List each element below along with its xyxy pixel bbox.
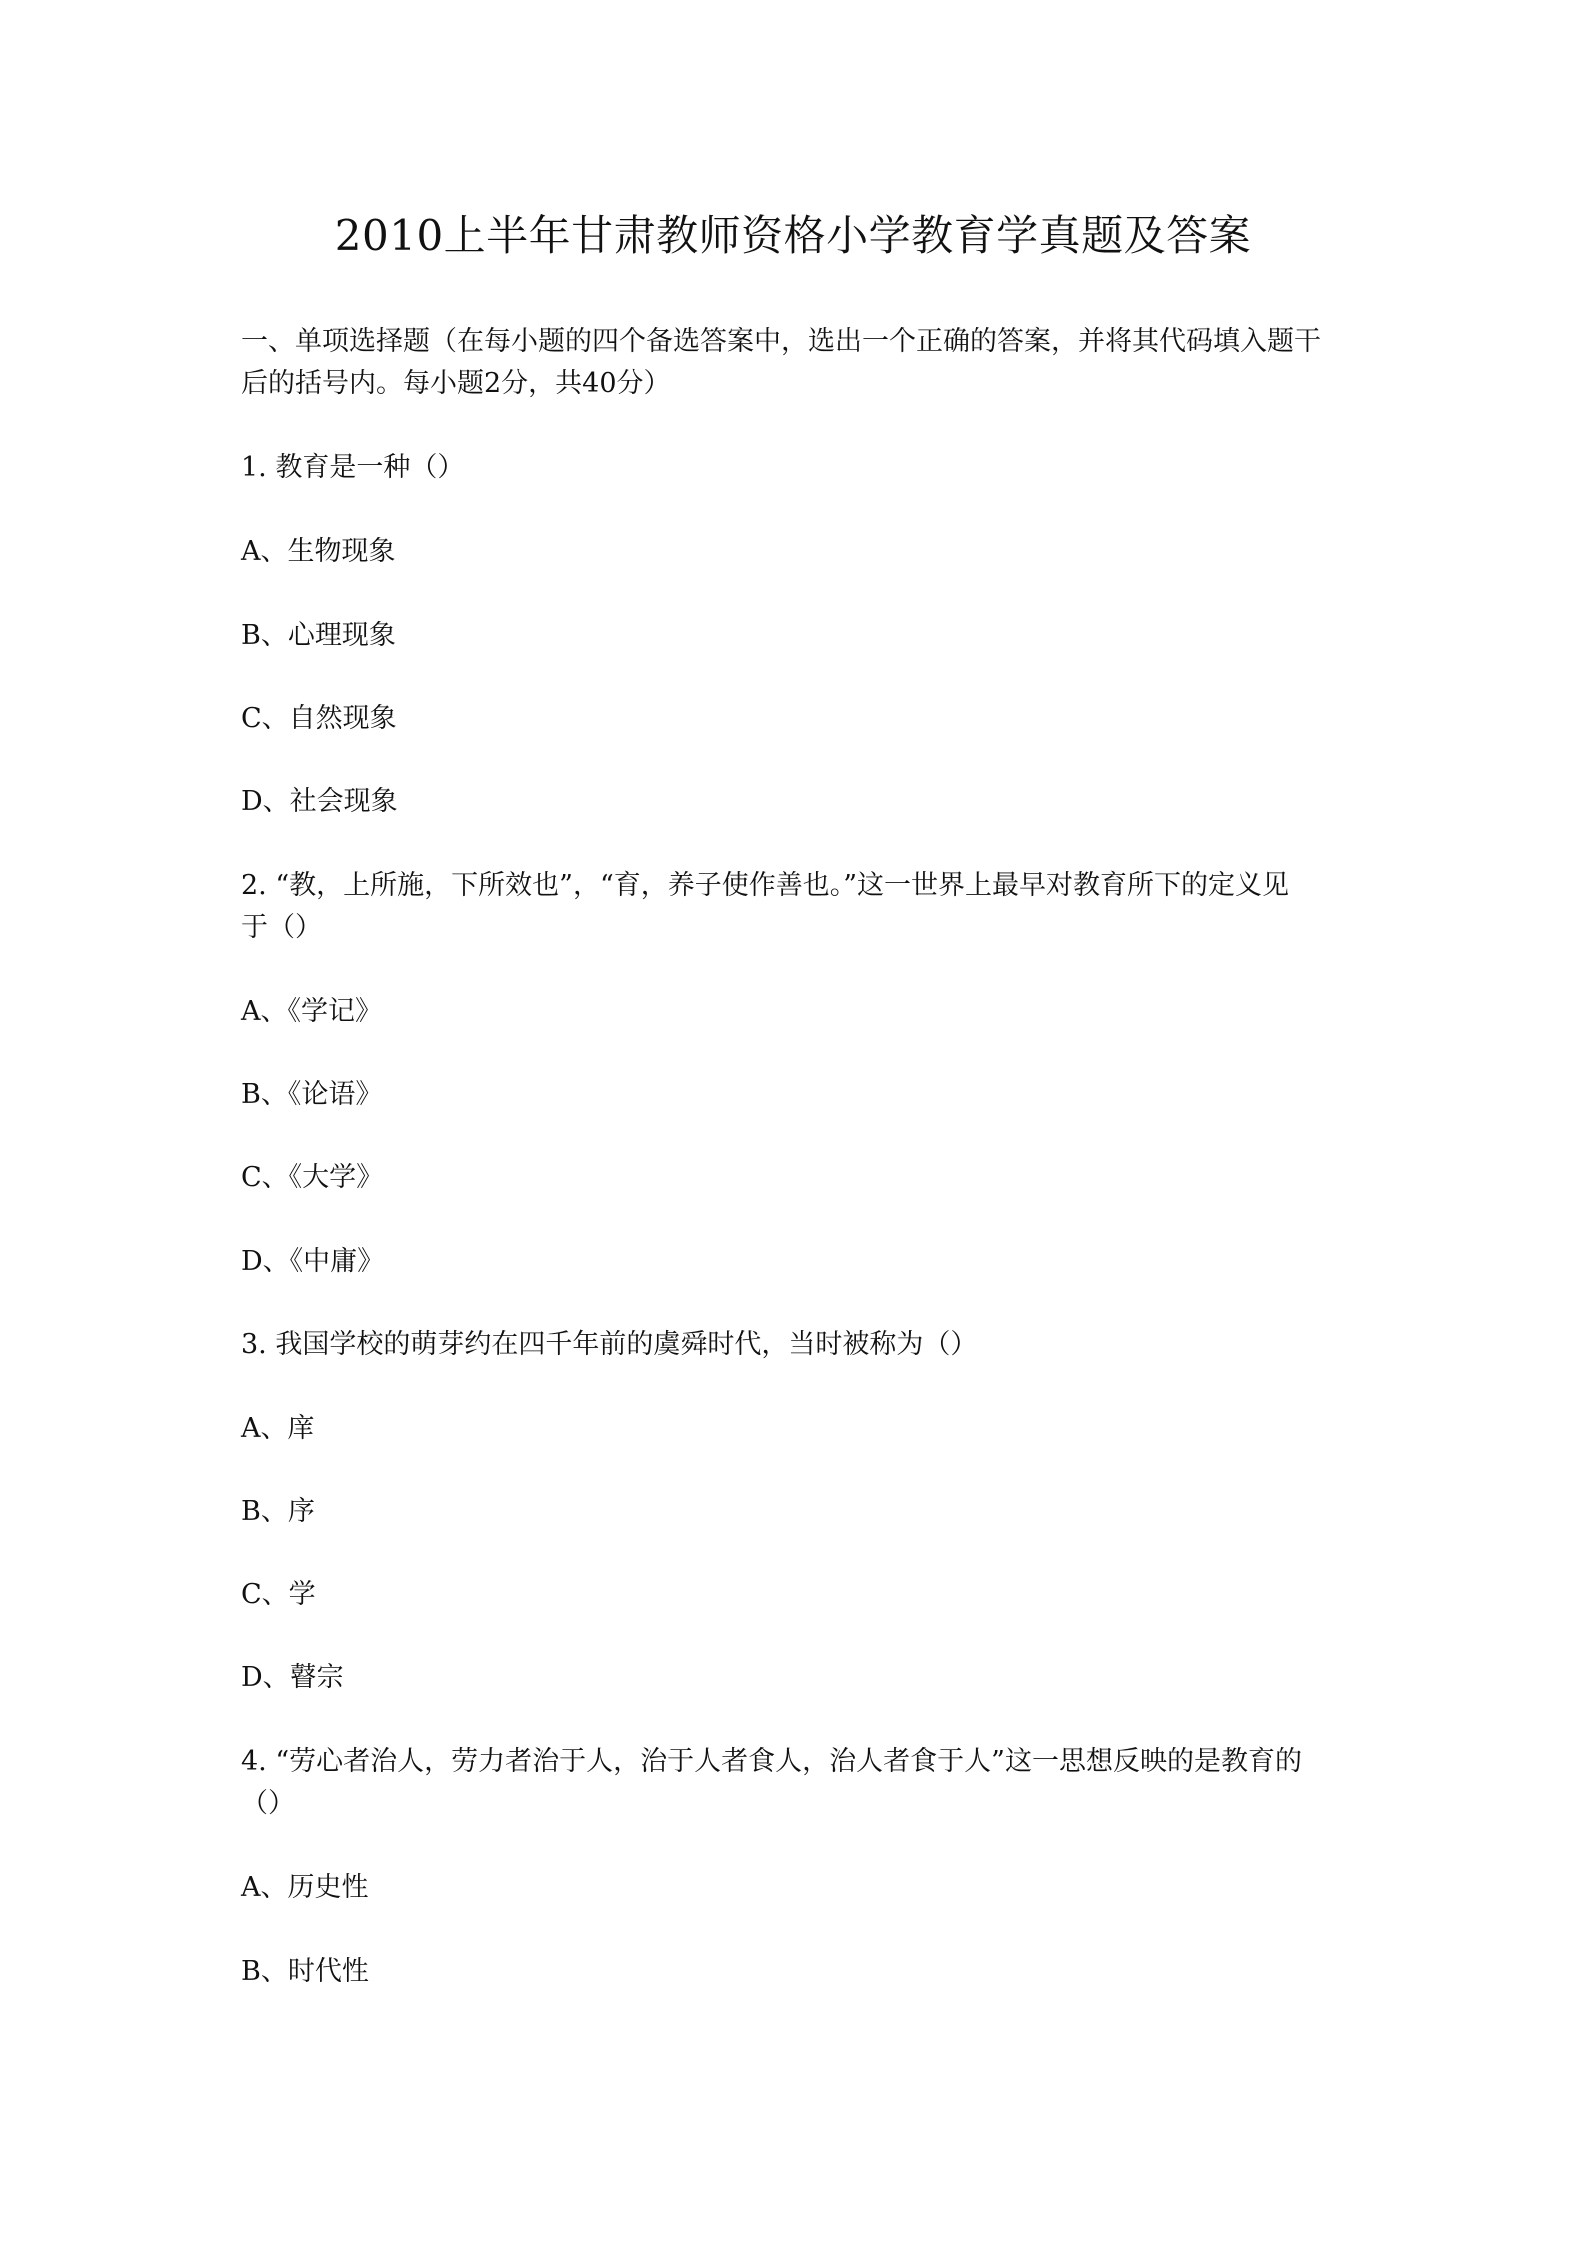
question-4-stem-line-2: （）: [241, 1788, 295, 1819]
document-title: 2010上半年甘肃教师资格小学教育学真题及答案: [334, 211, 1252, 260]
question-1-option-c: C、自然现象: [241, 703, 397, 734]
question-2-stem-line-1: 2. “教，上所施，下所效也”，“育，养子使作善也。”这一世界上最早对教育所下的定义见: [241, 870, 1290, 901]
section-header-line-2: 后的括号内。每小题2分，共40分）: [241, 368, 671, 399]
question-1-option-a: A、生物现象: [241, 536, 396, 567]
question-3-stem: 3. 我国学校的萌芽约在四千年前的虞舜时代，当时被称为（）: [241, 1329, 978, 1360]
question-4-option-b: B、时代性: [241, 1956, 369, 1987]
section-header-line-1: 一、单项选择题（在每小题的四个备选答案中，选出一个正确的答案，并将其代码填入题干: [241, 326, 1321, 357]
question-2-option-c: C、《大学》: [241, 1162, 384, 1193]
question-4-stem-line-1: 4. “劳心者治人，劳力者治于人，治于人者食人，治人者食于人”这一思想反映的是教育的: [241, 1746, 1302, 1777]
question-4-option-a: A、历史性: [241, 1872, 369, 1903]
question-3-option-b: B、序: [241, 1496, 315, 1527]
question-2-option-b: B、《论语》: [241, 1079, 383, 1110]
question-1-option-d: D、社会现象: [241, 786, 398, 817]
question-2-option-a: A、《学记》: [241, 996, 382, 1027]
question-2-stem-line-2: 于（）: [241, 912, 322, 943]
question-1-stem: 1. 教育是一种（）: [241, 452, 465, 483]
question-3-option-a: A、庠: [241, 1413, 315, 1444]
question-2-option-d: D、《中庸》: [241, 1246, 385, 1277]
question-1-option-b: B、心理现象: [241, 620, 396, 651]
question-3-option-d: D、瞽宗: [241, 1662, 344, 1693]
question-3-option-c: C、学: [241, 1579, 316, 1610]
